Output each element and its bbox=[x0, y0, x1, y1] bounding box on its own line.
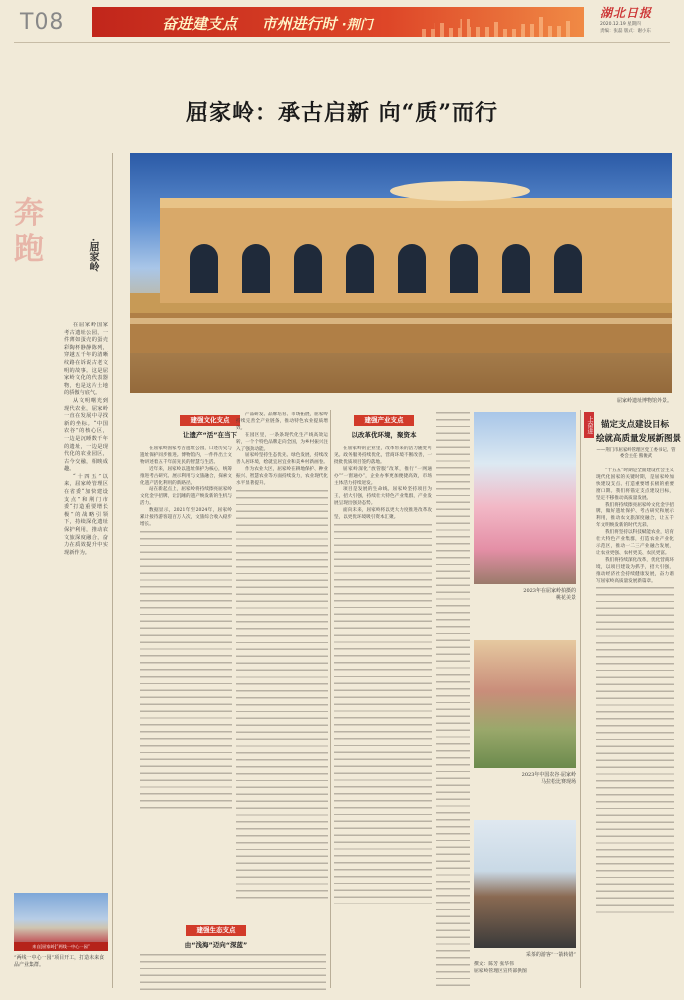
paragraph: 在屈家岭国家考古遗址公园，口述历史与遗址保护同步推进。博物馆内，一件件出土文物讲述着五千年前先民的智慧与生活。 bbox=[140, 446, 232, 465]
text-filler bbox=[436, 412, 470, 988]
paragraph: 项目是发展的生命线。屈家岭坚持项目为王，招大引强，持续壮大特色产业集群，产业发展呈现出强劲态势。 bbox=[334, 487, 432, 507]
right-title-2: 绘就高质量发展新图景 bbox=[596, 434, 682, 444]
left-divider bbox=[112, 153, 113, 988]
side-photo-1-caption: 2023年在屈家岭拍摄的桃花美景 bbox=[523, 588, 576, 601]
middle-col4 bbox=[436, 412, 470, 988]
date-line: 2020.12.19 星期四 bbox=[600, 22, 641, 27]
sub2-label: 建强产业支点 bbox=[354, 415, 414, 426]
column-photo bbox=[14, 893, 108, 951]
banner-slogan bbox=[162, 13, 373, 34]
paragraph: 数据显示，2021年至2024年，屈家岭累计接待游客超百万人次，文旅综合收入稳步增长。 bbox=[140, 508, 232, 527]
column-byline: ·屈家岭 bbox=[87, 238, 98, 272]
column-paragraph: 从文明曙光到现代农业，屈家岭一直在发展中寻找新的坐标。“中国农谷”的核心区，一边是沉睡数千年的遗址，一边是现代化的农业园区，古今交融，相映成趣。 bbox=[64, 397, 108, 473]
middle-col3 bbox=[334, 446, 432, 988]
side-photo-3 bbox=[474, 820, 576, 948]
paragraph: 我们将持续深化改革，优化营商环境，以项目建设为抓手，招大引强，推动经济社会持续健康发展，奋力谱写屈家岭高质量发展新篇章。 bbox=[596, 557, 674, 584]
header-banner bbox=[92, 7, 584, 37]
sub3-label: 建强生态支点 bbox=[186, 925, 246, 936]
side-photo-1 bbox=[474, 412, 576, 584]
side-photo-2 bbox=[474, 640, 576, 768]
banner-skyline bbox=[422, 17, 582, 37]
middle-divider bbox=[330, 410, 331, 988]
paragraph: 在园区里，一条条现代化生产线高效运转，一个个特色品牌走向全国，为乡村振兴注入了强劲动能。 bbox=[236, 432, 328, 452]
paragraph: 产品研发、品牌培育、市场拓展，屈家岭持续完善全产业链条，推动特色农业提质增效。 bbox=[236, 412, 328, 431]
sub2-title: 以改革优环境，聚资本 bbox=[351, 431, 417, 439]
page-code: T08 bbox=[20, 10, 65, 35]
column-photo-caption: “两线一中心一园”项目开工，打造未来食品产业集群。 bbox=[14, 955, 105, 968]
side-photo-3-caption: 采茶的游客“一箭转错” bbox=[525, 952, 576, 958]
museum-illustration bbox=[130, 153, 672, 393]
paragraph: 站在新起点上，屈家岭将持续擦亮屈家岭文化金字招牌，让沉睡的遗产焕发新的生机与活力。 bbox=[140, 487, 232, 507]
column-title bbox=[14, 196, 60, 268]
banner-right: 市州进行时 bbox=[261, 15, 337, 33]
paragraph: 面向未来，屈家岭将以更大力度推进改革攻坚，以更优环境吸引资本汇聚。 bbox=[334, 508, 432, 521]
page-header bbox=[0, 0, 684, 40]
right-divider bbox=[580, 410, 581, 988]
column-title-char-1: 奔 bbox=[14, 196, 44, 231]
paragraph: 屈家岭深化“放管服”改革，推行“一网通办”“一窗通办”，企业办事更加便捷高效，市场主体活力持续迸发。 bbox=[334, 466, 432, 486]
main-photo-caption: 屈家岭遗址博物馆外景。 bbox=[616, 398, 672, 404]
paragraph: 作为农业大区，屈家岭在耕地保护、种业振兴、智慧农业等方面持续发力，农业现代化水平显著提升。 bbox=[236, 467, 328, 487]
headline: 屈家岭：承古启新 向“质”而行 bbox=[186, 100, 498, 126]
paper-name: 湖北日报 bbox=[600, 6, 653, 20]
text-filler bbox=[596, 587, 674, 917]
side-photo-2-caption: 2023年中国农谷·屈家岭马拉松比赛现场 bbox=[521, 772, 576, 785]
column-photo-overlay: 来自[屈家岭]“两线一中心一园” bbox=[14, 942, 108, 951]
sub1-label: 建强文化支点 bbox=[180, 415, 240, 426]
column-title-char-2: 跑 bbox=[14, 232, 44, 267]
middle-col2 bbox=[236, 412, 328, 988]
paragraph: 我们将坚持以科技赋能农业，培育壮大特色产业集群，打造农业产业化示范区，推动一二三产业融合发展，让农业更强、农村更美、农民更富。 bbox=[596, 530, 674, 556]
column-paragraph: “十四五”以来，屈家岭管理区在省委“加快建设支点”和荆门市委“打造重要增长极”的战略引领下，持续深化遗址保护利用，推动农文旅深度融合，奋力在质效提升中实现新作为。 bbox=[64, 473, 108, 556]
main-photo bbox=[130, 153, 672, 393]
right-interview-line: ——荆门市屈家岭管理区党工委书记、管委会主任 熊俊武 bbox=[596, 448, 676, 459]
right-title-1: 锚定支点建设目标 bbox=[600, 420, 669, 430]
right-tag: 上奋进 bbox=[584, 412, 594, 438]
paragraph: 我们将持续擦亮屈家岭文化金字招牌，做好遗址保护、考古研究和展示利用，推动农文旅深度融合，让五千年文明焕发新的时代光彩。 bbox=[596, 502, 674, 529]
sub3-title: 由“浅海”迈向“深蓝” bbox=[184, 941, 248, 949]
column-body bbox=[64, 322, 108, 890]
paragraph: “十五五”时期是全面建设社会主义现代化国家的关键时期，是屈家岭加快建设支点、打造重要增长极的重要窗口期。我们将锚定支点建设目标，坚定不移推动高质量发展。 bbox=[596, 468, 674, 501]
text-filler bbox=[236, 490, 328, 900]
text-filler bbox=[140, 531, 232, 811]
paragraph: 在屈家岭的企业里，改革带来的活力随处可见。政务服务持续优化，营商环境不断改善，一批批优质项目签约落地。 bbox=[334, 446, 432, 465]
banner-left: 奋进建支点 bbox=[162, 15, 238, 33]
right-body bbox=[596, 468, 674, 988]
sub1-title: 让遗产“活”在当下 bbox=[182, 431, 238, 439]
photo-credit: 撰文：陈芳 张华伟 屈家岭管理区宣传部供图 bbox=[474, 962, 527, 974]
text-filler bbox=[334, 524, 432, 904]
editor-line: 责编：张磊 版式：谢小东 bbox=[600, 29, 651, 34]
column-paragraph: 在屈家岭国家考古遗址公园，一件薄如蛋壳的蛋壳彩陶杯静静陈列，穿越五千年的清晰纹路在诉说古老文明的故事。这是屈家岭文化的代表器物，也是这片土地的骄傲与底气。 bbox=[64, 322, 108, 397]
banner-city: ·荆门 bbox=[341, 18, 373, 33]
paragraph: 近年来，屈家岭以遗址保护为核心，统筹推进考古研究、展示利用与文旅融合，探索文化遗产活化利用的新路径。 bbox=[140, 466, 232, 486]
middle-col1 bbox=[140, 446, 232, 920]
header-rule bbox=[14, 42, 670, 43]
paragraph: 屈家岭坚持生态优先、绿色发展，持续改善人居环境，绘就宜居宜业和美乡村新画卷。 bbox=[236, 453, 328, 466]
